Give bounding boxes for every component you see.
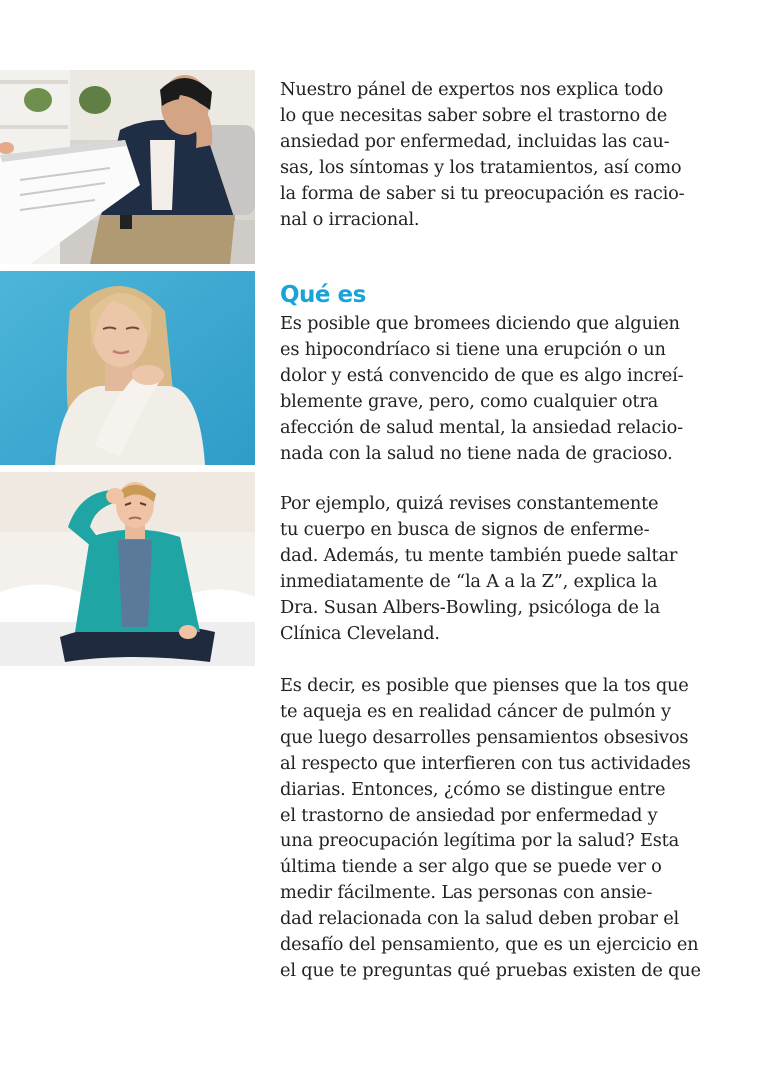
photo-stressed-man-therapy <box>0 70 255 264</box>
section-heading: Qué es <box>280 282 366 308</box>
body-paragraph-2: Por ejemplo, quizá revises constantemente tu cuerpo en busca de signos de enferme- dad. Además, tu mente también puede saltar inmediatamente de “la A a la Z”, explica la Dra. Susan Albers-Bowling, psicóloga de la Clínica Cleveland. <box>280 493 678 644</box>
photo-woman-neck-pain <box>0 271 255 465</box>
body-paragraph-1: Es posible que bromees diciendo que alguien es hipocondríaco si tiene una erupción o un dolor y está convencido de que es algo increí- blemente grave, pero, como cualquier otra afección de salud mental, la ansiedad relacio- nada con la salud no tiene nada de gracioso. <box>280 313 684 464</box>
photo-man-scratching-head <box>0 472 255 666</box>
intro-paragraph: Nuestro pánel de expertos nos explica todo lo que necesitas saber sobre el trastorno de ansiedad por enfermedad, incluidas las cau- sas, los síntomas y los tratamientos, así como la forma de saber si tu preocupación es racio- nal o irracional. <box>280 79 685 230</box>
body-paragraph-3: Es decir, es posible que pienses que la tos que te aqueja es en realidad cáncer de pulmón y que luego desarrolles pensamientos obsesivos al respecto que interfieren con tus actividades diarias. Entonces, ¿cómo se distingue entre el trastorno de ansiedad por enfermedad y una preocupación legítima por la salud? Esta última tiende a ser algo que se puede ver o medir fácilmente. Las personas con ansie- dad relacionada con la salud deben probar el desafío del pensamiento, que es un ejercicio en el que te preguntas qué pruebas existen de que <box>280 675 701 981</box>
